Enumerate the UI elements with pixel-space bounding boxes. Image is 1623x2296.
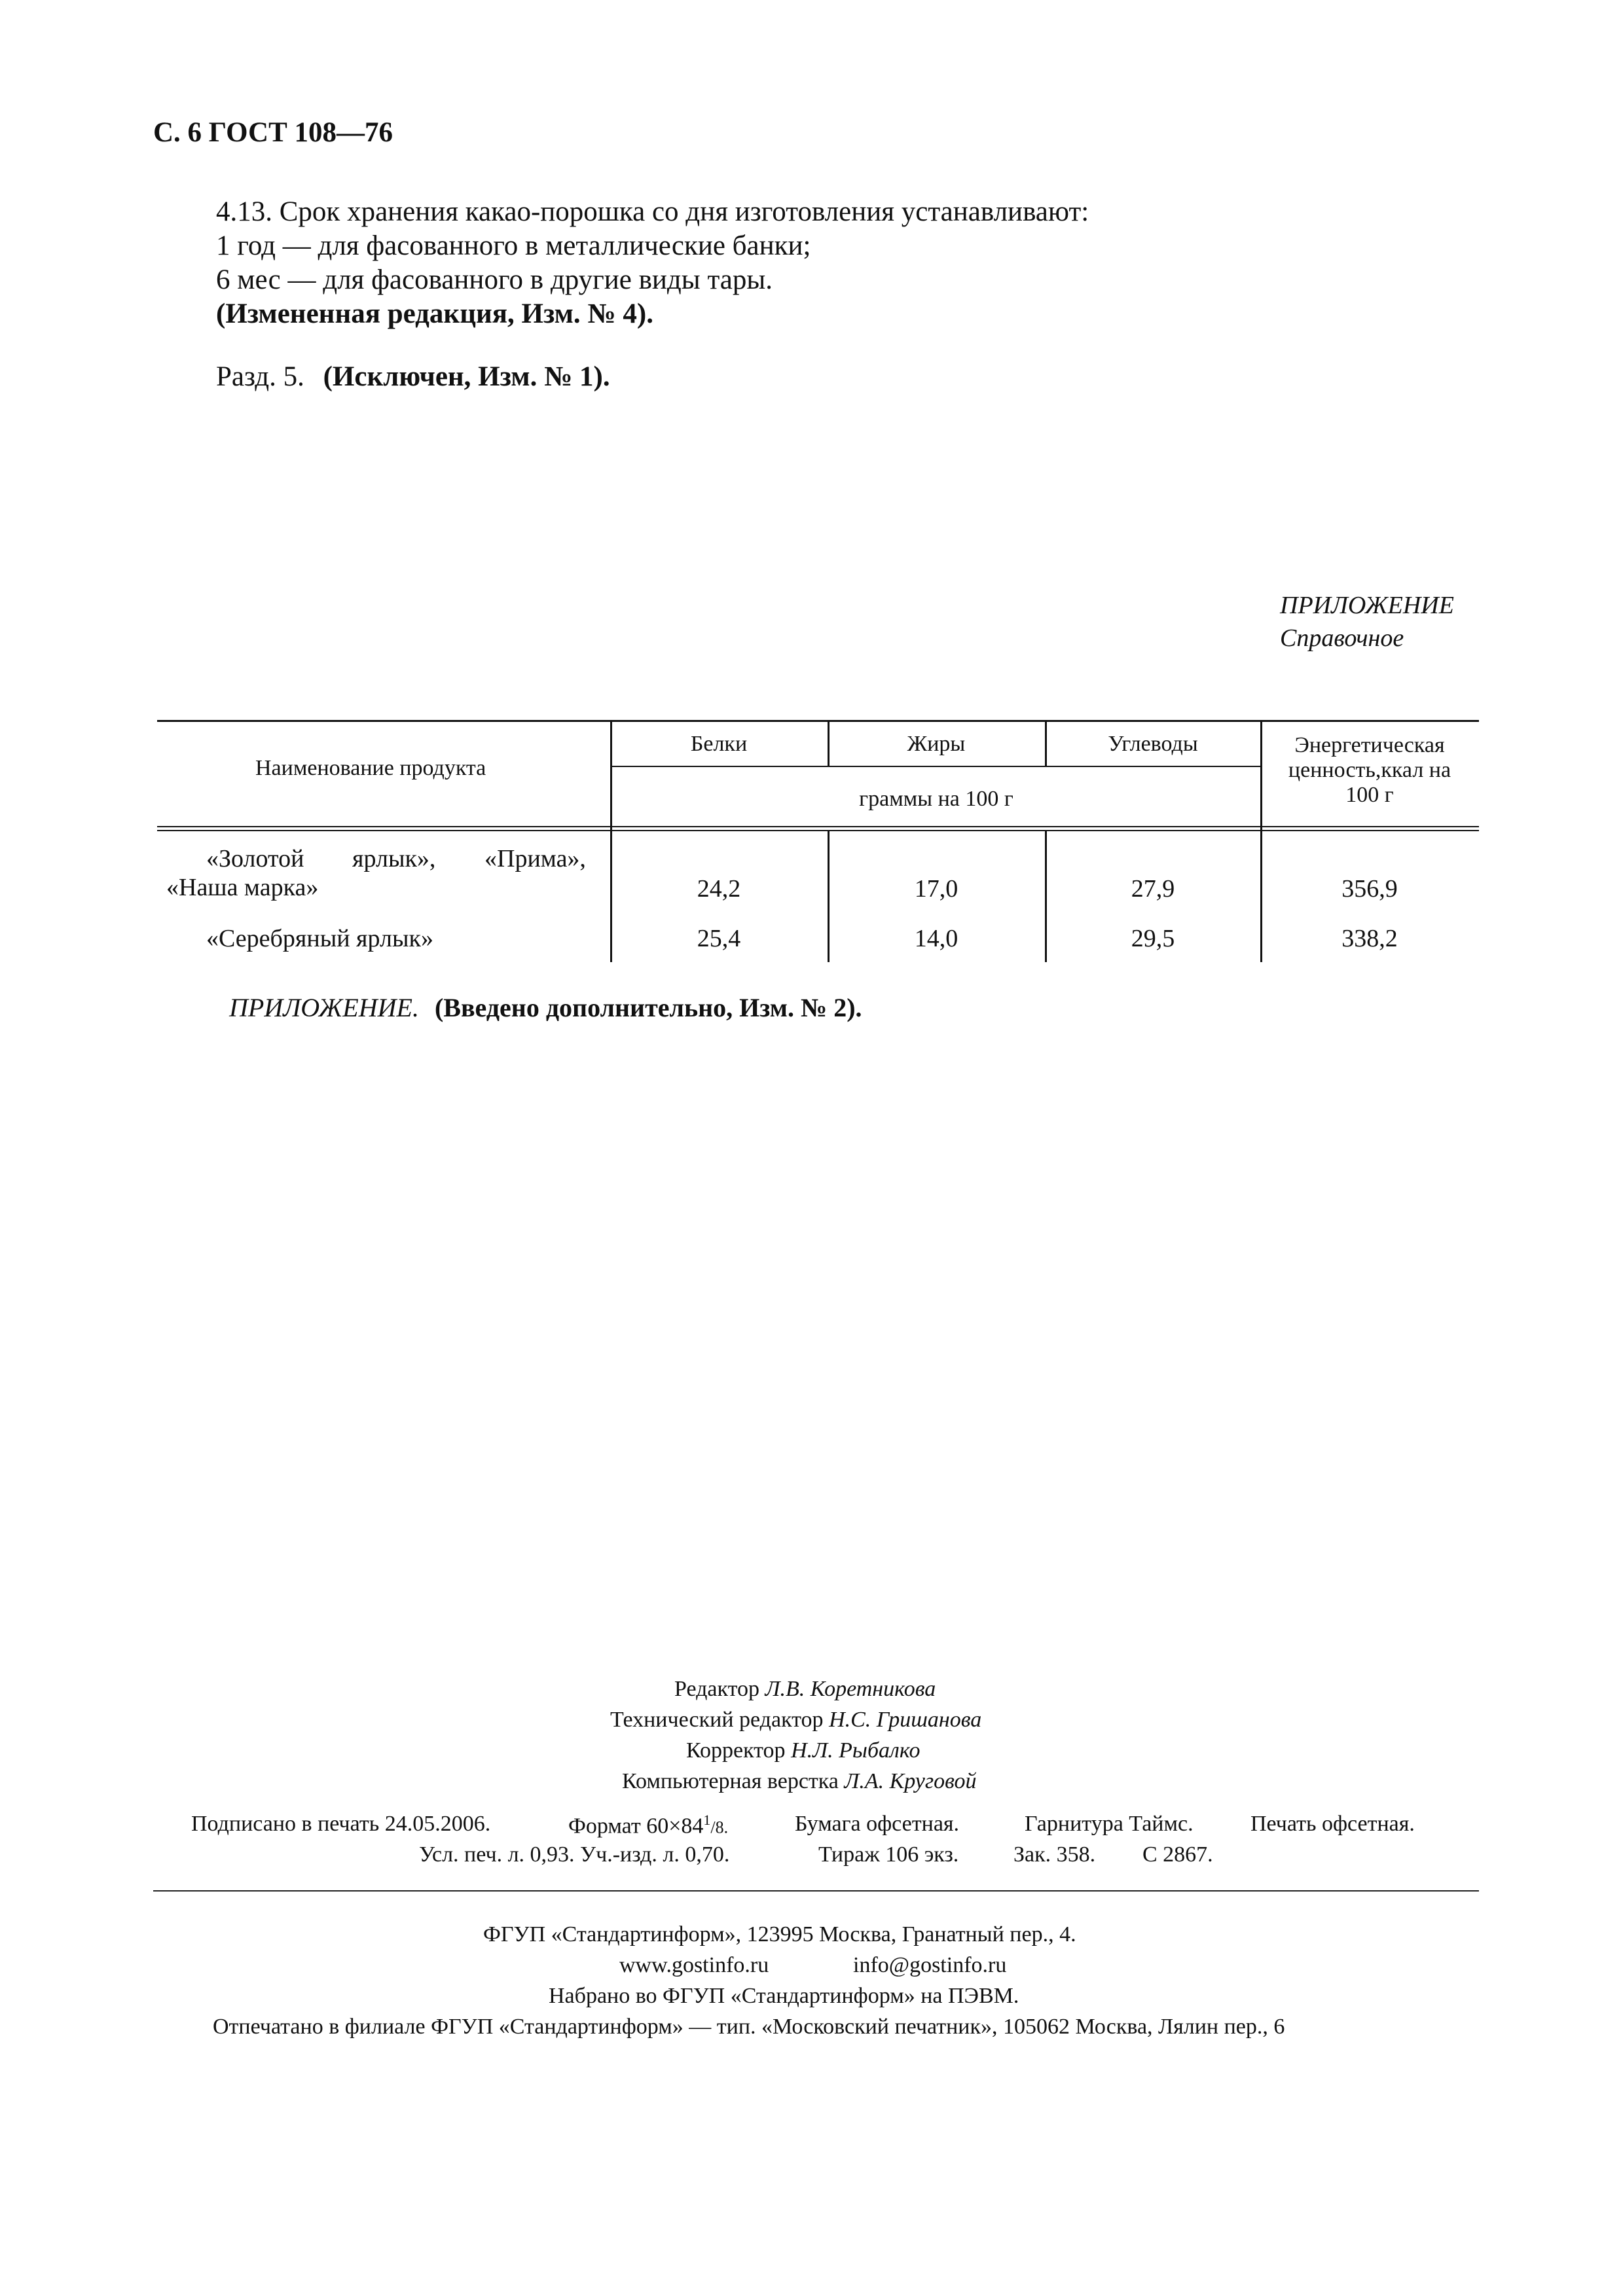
credit-tech-editor [610, 1704, 1623, 1735]
table-vline-1-body [610, 831, 612, 962]
credit-tech-editor-role: Технический редактор [610, 1708, 824, 1732]
table-vline-1-head [610, 720, 612, 831]
publisher-website[interactable]: www.gostinfo.ru [619, 1953, 769, 1977]
appendix-note-label: ПРИЛОЖЕНИЕ. [229, 993, 419, 1022]
table-header-rule-a [157, 826, 1479, 827]
row-1-name-part-1: «Золотой [206, 845, 304, 872]
row-2-protein: 25,4 [697, 925, 741, 952]
section-5-status: (Исключен, Изм. № 1). [323, 361, 610, 392]
row-1-name-part-3: «Прима», [484, 845, 586, 872]
header-unit: граммы на 100 г [859, 787, 1013, 811]
header-protein: Белки [690, 732, 748, 756]
row-2-carb: 29,5 [1131, 925, 1175, 952]
credit-layout [622, 1766, 1623, 1797]
print-order: Зак. 358. [1013, 1842, 1096, 1867]
table-top-rule [157, 720, 1479, 722]
row-1-fat: 17,0 [914, 875, 958, 903]
header-fat: Жиры [907, 732, 966, 756]
header-energy-line-3: 100 г [1345, 783, 1394, 807]
clause-amendment: (Измененная редакция, Изм. № 4). [216, 298, 653, 329]
appendix-note [229, 992, 862, 1023]
header-energy-line-1: Энергетическая [1294, 733, 1445, 757]
clause-4-13 [216, 195, 1089, 331]
credit-tech-editor-name: Н.С. Гришанова [829, 1708, 982, 1732]
row-1-name-part-2: ярлык», [352, 845, 436, 872]
print-format-sup: 1 [703, 1812, 711, 1828]
appendix-title: ПРИЛОЖЕНИЕ [1280, 592, 1454, 619]
footer-divider [153, 1890, 1479, 1892]
row-1-energy: 356,9 [1341, 875, 1398, 903]
print-paper: Бумага офсетная. [795, 1812, 960, 1836]
clause-line-1: 1 год — для фасованного в металлические банки; [216, 230, 811, 261]
print-printing: Печать офсетная. [1250, 1812, 1415, 1836]
table-vline-4-head [1260, 720, 1262, 831]
print-format-sub: /8. [710, 1818, 729, 1837]
credit-editor [674, 1674, 1623, 1704]
table-vline-2-body [828, 831, 830, 962]
header-product-name: Наименование продукта [255, 756, 486, 780]
credit-layout-role: Компьютерная верстка [622, 1769, 839, 1793]
table-vline-3-head [1045, 720, 1047, 766]
print-signed: Подписано в печать 24.05.2006. [191, 1812, 491, 1836]
credits-block [0, 1674, 1623, 1797]
print-sheets: Усл. печ. л. 0,93. Уч.-изд. л. 0,70. [419, 1842, 730, 1867]
section-5-note [216, 361, 610, 393]
print-format [568, 1812, 728, 1839]
credit-corrector [686, 1735, 1623, 1766]
page-header: С. 6 ГОСТ 108—76 [153, 117, 393, 148]
print-code: С 2867. [1142, 1842, 1213, 1867]
table-header-rule-b [157, 830, 1479, 831]
row-2-fat: 14,0 [914, 925, 958, 952]
row-1-carb: 27,9 [1131, 875, 1175, 903]
credit-corrector-name: Н.Л. Рыбалко [791, 1738, 921, 1763]
row-1-name-line-2: «Наша марка» [166, 874, 319, 901]
publisher-email[interactable]: info@gostinfo.ru [853, 1953, 1007, 1977]
publisher-block [0, 1919, 1623, 2042]
header-energy-line-2: ценность,ккал на [1288, 758, 1451, 782]
print-run: Тираж 106 экз. [818, 1842, 959, 1867]
publisher-printed: Отпечатано в филиале ФГУП «Стандартинформ» — тип. «Московский печатник», 105062 Москва, Лялин пер., 6 [213, 2015, 1285, 2039]
row-1-protein: 24,2 [697, 875, 741, 903]
credit-editor-name: Л.В. Коретникова [765, 1677, 936, 1701]
appendix-subtitle: Справочное [1280, 624, 1404, 652]
publisher-address: ФГУП «Стандартинформ», 123995 Москва, Гранатный пер., 4. [483, 1922, 1076, 1946]
credit-layout-name: Л.А. Круговой [844, 1769, 977, 1793]
row-2-energy: 338,2 [1341, 925, 1398, 952]
print-format-text: Формат 60×84 [568, 1814, 704, 1839]
row-2-name: «Серебряный ярлык» [206, 925, 433, 952]
publisher-contacts [0, 1950, 1623, 1981]
appendix-note-text: (Введено дополнительно, Изм. № 2). [434, 993, 862, 1022]
clause-line-2: 6 мес — для фасованного в другие виды тары. [216, 264, 773, 295]
print-typeface: Гарнитура Таймс. [1025, 1812, 1194, 1836]
section-5-label: Разд. 5. [216, 361, 304, 392]
header-carb: Углеводы [1108, 732, 1198, 756]
clause-intro: 4.13. Срок хранения какао-порошка со дня изготовления устанавливают: [216, 196, 1089, 227]
publisher-typeset: Набрано во ФГУП «Стандартинформ» на ПЭВМ. [549, 1984, 1019, 2008]
table-vline-3-body [1045, 831, 1047, 962]
table-header-divider [610, 766, 1260, 767]
credit-corrector-role: Корректор [686, 1738, 786, 1763]
table-vline-2-head [828, 720, 830, 766]
appendix-heading [1280, 589, 1454, 655]
table-vline-4-body [1260, 831, 1262, 962]
credit-editor-role: Редактор [674, 1677, 759, 1701]
